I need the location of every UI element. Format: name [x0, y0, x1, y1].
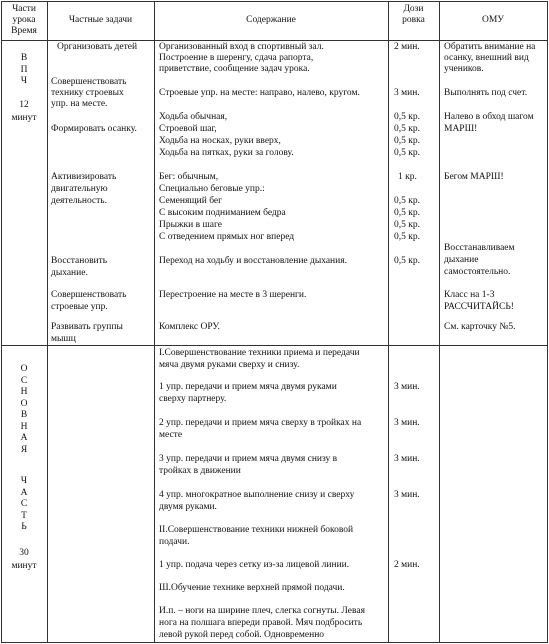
main-letter: Н [20, 421, 28, 432]
content-text: Семенящий бег [159, 196, 223, 206]
content-text: Специально беговые упр.: [159, 184, 265, 194]
content-text: И.п. – ноги на ширине плеч, слегка согнуты. Левая [159, 606, 365, 616]
dose-text: 0,5 кр. [394, 232, 420, 242]
col-border-1 [47, 1, 48, 643]
table-border-top [1, 1, 548, 2]
omu-text: РАССЧИТАЙСЬ! [444, 302, 514, 312]
task-text: строевые упр. [51, 302, 108, 312]
section-divider [1, 345, 548, 346]
dose-text: 3 мин. [394, 454, 420, 464]
dose-text: 2 мин. [394, 560, 420, 570]
content-text: тройках в движении [159, 466, 241, 476]
intro-time-value: 12 [19, 100, 29, 110]
content-text: С высоким подниманием бедра [159, 208, 286, 218]
content-text: С отведением прямых ног вперед [159, 232, 295, 242]
task-text: упр. на месте. [51, 99, 108, 109]
dose-text: 0,5 кр. [394, 208, 420, 218]
omu-text: самостоятельно. [444, 267, 511, 277]
content-text: Построение в шеренгу, сдача рапорта, [159, 53, 314, 63]
col-border-left [1, 1, 2, 643]
col-border-2 [154, 1, 155, 643]
dose-text: 0,5 кр. [394, 220, 420, 230]
content-text: Ш.Обучение технике верхней прямой подачи. [159, 583, 345, 593]
content-text: II.Совершенствование техники нижней боковой [159, 525, 354, 535]
dose-text: 0,5 кр. [394, 196, 420, 206]
main-letter: Т [21, 510, 27, 521]
dose-text: 0,5 кр. [394, 124, 420, 134]
task-text: двигательную [51, 184, 108, 194]
intro-letter: П [20, 64, 28, 75]
main-letter: Ь [21, 522, 27, 532]
omu-text: Обратить внимание на [444, 42, 536, 52]
dose-text: 0,5 кр. [394, 256, 420, 266]
content-text: 3 упр. передачи и прием мяча двумя снизу в [159, 454, 338, 464]
header-dose-line2: ровка [402, 15, 425, 25]
main-letter: С [20, 499, 28, 509]
omu-text: См. карточку №5. [444, 322, 516, 332]
task-text: Совершенствовать [51, 290, 127, 300]
omu-text: МАРШ! [444, 124, 478, 134]
omu-text: Бегом МАРШ! [444, 172, 504, 182]
content-text: Ходьба обычная, [159, 112, 228, 122]
omu-text: дыхание [444, 255, 479, 265]
header-parts-line2: урока [12, 15, 36, 25]
task-text: технику строевых [51, 88, 124, 98]
col-border-4 [439, 1, 440, 643]
header-parts-line3: Время [11, 26, 37, 36]
content-text: месте [159, 430, 183, 440]
content-text: мяча двумя руками сверху и снизу. [159, 360, 300, 370]
dose-text: 3 мин. [394, 88, 420, 98]
content-text: 2 упр. передачи и прием мяча сверху в тройках на [159, 418, 362, 428]
dose-text: 0,5 кр. [394, 136, 420, 146]
main-letter: О [20, 364, 28, 374]
main-letter: А [20, 487, 28, 498]
main-letter: С [20, 375, 28, 386]
dose-text: 2 мин. [394, 42, 420, 52]
content-text: сверху партнеру. [159, 394, 227, 404]
main-time-value: 30 [19, 548, 29, 558]
content-text: Комплекс ОРУ. [159, 322, 220, 332]
content-text: Ходьба на носках, руки вверх, [159, 136, 281, 146]
omu-text: учеников. [444, 64, 484, 74]
main-letter: Ч [20, 476, 28, 486]
dose-text: 1 кр. [398, 172, 417, 182]
content-text: 4 упр. многократное выполнение снизу и сверху [159, 490, 355, 500]
main-part-label [4, 364, 44, 456]
omu-text: Налево в обход шагом [444, 112, 534, 122]
content-text: подачи. [159, 537, 190, 547]
intro-letter: В [20, 53, 28, 63]
intro-time-unit: минут [11, 113, 37, 123]
header-tasks: Частные задачи [68, 15, 133, 25]
omu-text: Выполнять под счет. [444, 88, 528, 98]
content-text: Организованный вход в спортивный зал. [159, 42, 324, 52]
omu-text: осанку, внешний вид [444, 53, 529, 63]
task-text: Развивать группы [51, 322, 123, 332]
main-letter: Н [20, 387, 28, 397]
main-letter: А [20, 433, 28, 443]
dose-text: 3 мин. [394, 490, 420, 500]
intro-letter: Ч [20, 76, 28, 86]
main-letter: Я [20, 444, 28, 455]
content-text: 1 упр. подача через сетку из-за лицевой линии. [159, 560, 350, 570]
content-text: нога на полшага впереди правой. Мяч подбросить [159, 618, 363, 628]
header-parts-line1: Части [12, 4, 36, 14]
table-border-bottom [1, 642, 548, 643]
dose-text: 0,5 кр. [394, 148, 420, 158]
task-text: Формировать осанку. [51, 124, 137, 134]
task-text: Активизировать [51, 172, 117, 182]
header-content: Содержание [246, 15, 296, 25]
task-text: Восстановить [51, 256, 108, 266]
main-part-label-2 [4, 476, 44, 534]
main-time-unit: минут [11, 561, 37, 571]
main-letter: В [20, 410, 28, 420]
content-text: Бег: обычным, [159, 172, 219, 182]
omu-text: Восстанавливаем [444, 243, 515, 253]
task-text: Организовать детей [57, 42, 138, 52]
dose-text: 0,5 кр. [394, 112, 420, 122]
col-border-3 [388, 1, 389, 643]
content-text: двумя руками. [159, 502, 217, 512]
content-text: Переход на ходьбу и восстановление дыхания. [159, 256, 347, 266]
task-text: Совершенствовать [51, 77, 127, 87]
content-text: I.Совершенствование техники приема и передачи [159, 348, 360, 358]
content-text: Прыжки в шаге [159, 220, 223, 230]
intro-part-label [4, 53, 44, 88]
main-letter: О [20, 398, 28, 409]
task-text: мышц [51, 334, 76, 344]
dose-text: 3 мин. [394, 418, 420, 428]
content-text: приветствие, сообщение задач урока. [159, 64, 310, 74]
content-text: левой рукой перед собой. Одновременно [159, 630, 325, 640]
header-dose-line1: Дози [403, 4, 424, 14]
content-text: Ходьба на пятках, руки за голову. [159, 148, 294, 158]
header-divider [1, 40, 548, 41]
omu-text: Класс на 1-3 [444, 290, 495, 300]
header-omu: ОМУ [481, 15, 505, 25]
content-text: Строевой шаг, [159, 124, 217, 134]
content-text: Перестроение на месте в 3 шеренги. [159, 290, 307, 300]
task-text: дыхание. [51, 268, 88, 278]
content-text: Строевые упр. на месте: направо, налево, кругом. [159, 88, 360, 98]
task-text: деятельность. [51, 196, 108, 206]
col-border-right [547, 1, 548, 643]
dose-text: 3 мин. [394, 382, 420, 392]
content-text: 1 упр. передачи и прием мяча двумя руками [159, 382, 337, 392]
